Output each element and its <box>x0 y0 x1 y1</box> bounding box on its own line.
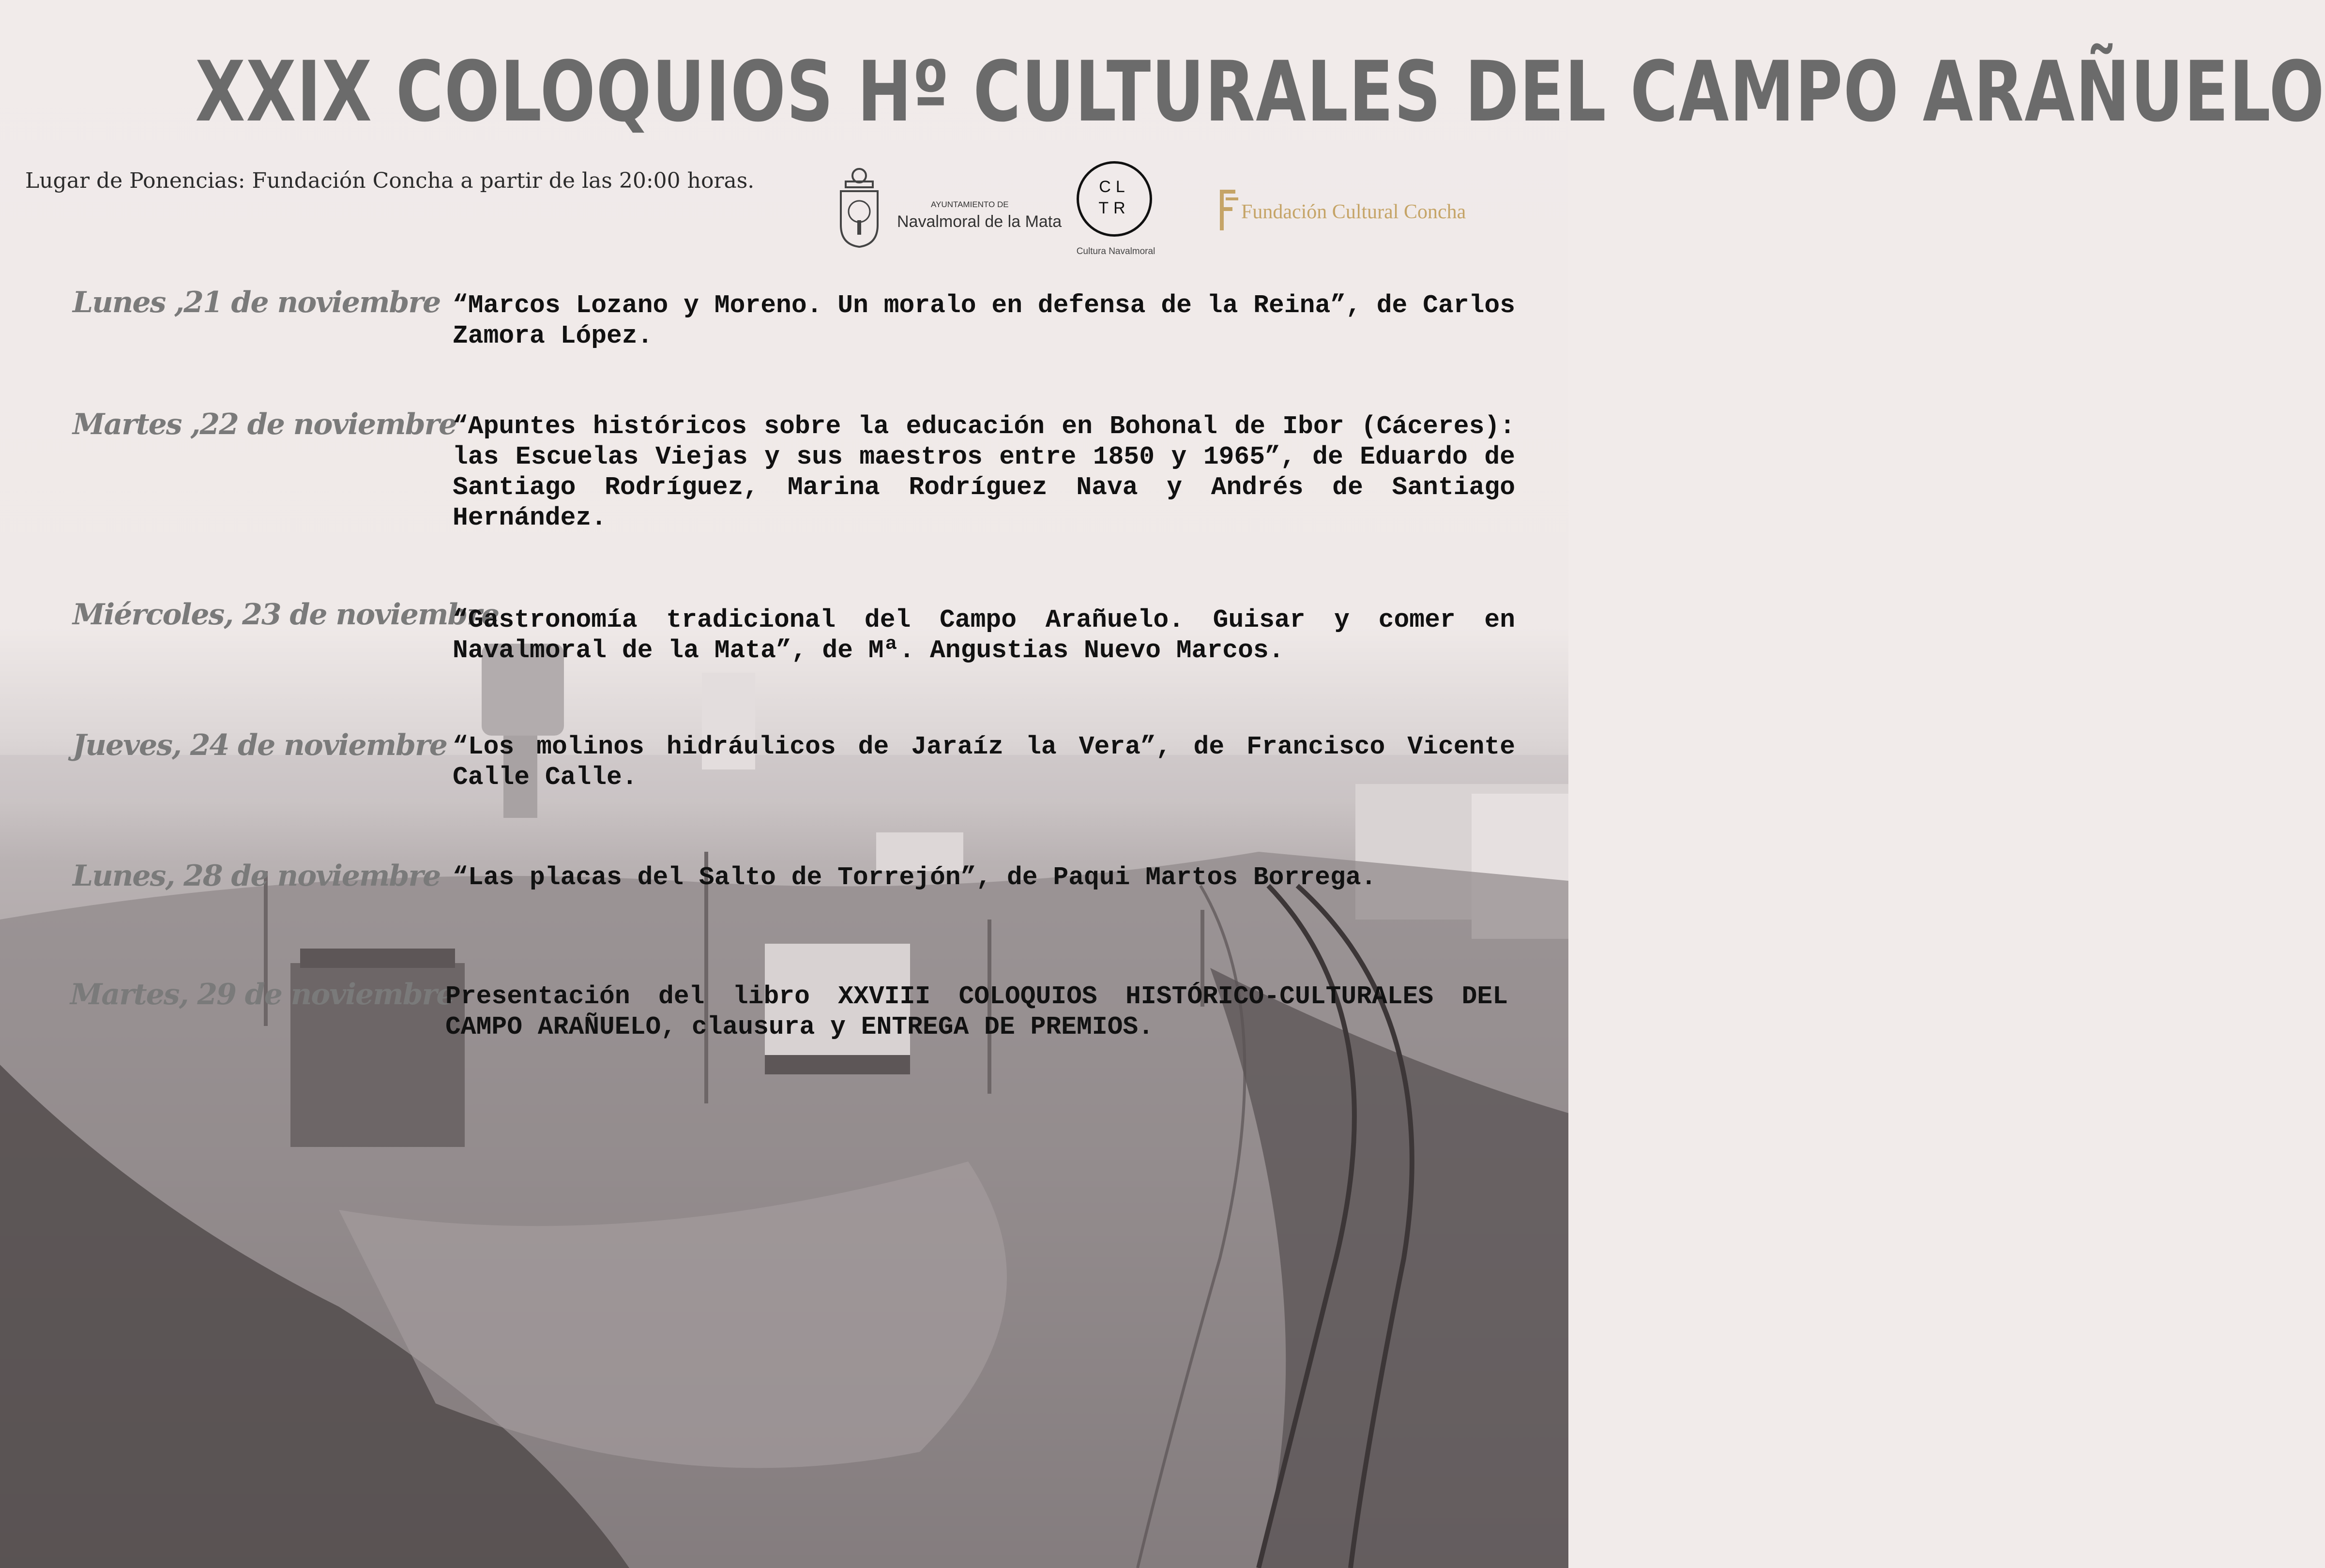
schedule-date: Jueves, 24 de noviembre <box>73 728 447 762</box>
cltr-caption: Cultura Navalmoral <box>1076 246 1155 256</box>
fundacion-name: Fundación Cultural Concha <box>1241 201 1466 223</box>
schedule-talk: “Gastronomía tradicional del Campo Arañuelo. Guisar y comer en Navalmoral de la Mata”, de Mª. Angustias Nuevo Marcos. <box>453 605 1515 665</box>
schedule-date: Miércoles, 23 de noviembre <box>73 598 499 632</box>
schedule-date: Martes ,22 de noviembre <box>73 407 456 441</box>
ayuntamiento-sub: AYUNTAMIENTO DE <box>931 200 1009 209</box>
schedule-talk: “Las placas del Salto de Torrejón”, de Paqui Martos Borrega. <box>453 863 1377 892</box>
venue-info: Lugar de Ponencias: Fundación Concha a partir de las 20:00 horas. <box>25 168 755 193</box>
cltr-top: CL <box>1099 178 1130 196</box>
event-title: XXIX COLOQUIOS Hº CULTURALES DEL CAMPO ARAÑUELO <box>195 43 2325 140</box>
schedule-date: Lunes ,21 de noviembre <box>73 286 441 319</box>
schedule-talk: “Los molinos hidráulicos de Jaraíz la Vera”, de Francisco Vicente Calle Calle. <box>453 732 1515 792</box>
schedule-talk: “Marcos Lozano y Moreno. Un moralo en defensa de la Reina”, de Carlos Zamora López. <box>453 291 1515 350</box>
fundacion-mark-icon <box>1216 188 1240 232</box>
ayuntamiento-logo <box>835 167 1062 249</box>
coat-of-arms-icon <box>835 167 883 249</box>
schedule-talk: “Apuntes históricos sobre la educación en Bohonal de Ibor (Cáceres): las Escuelas Viejas y sus maestros entre 1850 y 1965”, de Eduardo de Santiago Rodríguez, Marina Rodríguez Nava y Andrés de Santiago Hernández. <box>453 412 1515 532</box>
cultura-navalmoral-logo <box>1070 157 1167 264</box>
schedule-date: Martes, 29 de noviembre <box>70 978 454 1011</box>
schedule-talk: Presentación del libro XXVIII COLOQUIOS HISTÓRICO-CULTURALES DEL CAMPO ARAÑUELO, clausura y ENTREGA DE PREMIOS. <box>445 982 1508 1041</box>
ayuntamiento-name: Navalmoral de la Mata <box>897 212 1062 231</box>
cltr-bottom: TR <box>1098 199 1130 217</box>
schedule-date: Lunes, 28 de noviembre <box>73 859 441 893</box>
